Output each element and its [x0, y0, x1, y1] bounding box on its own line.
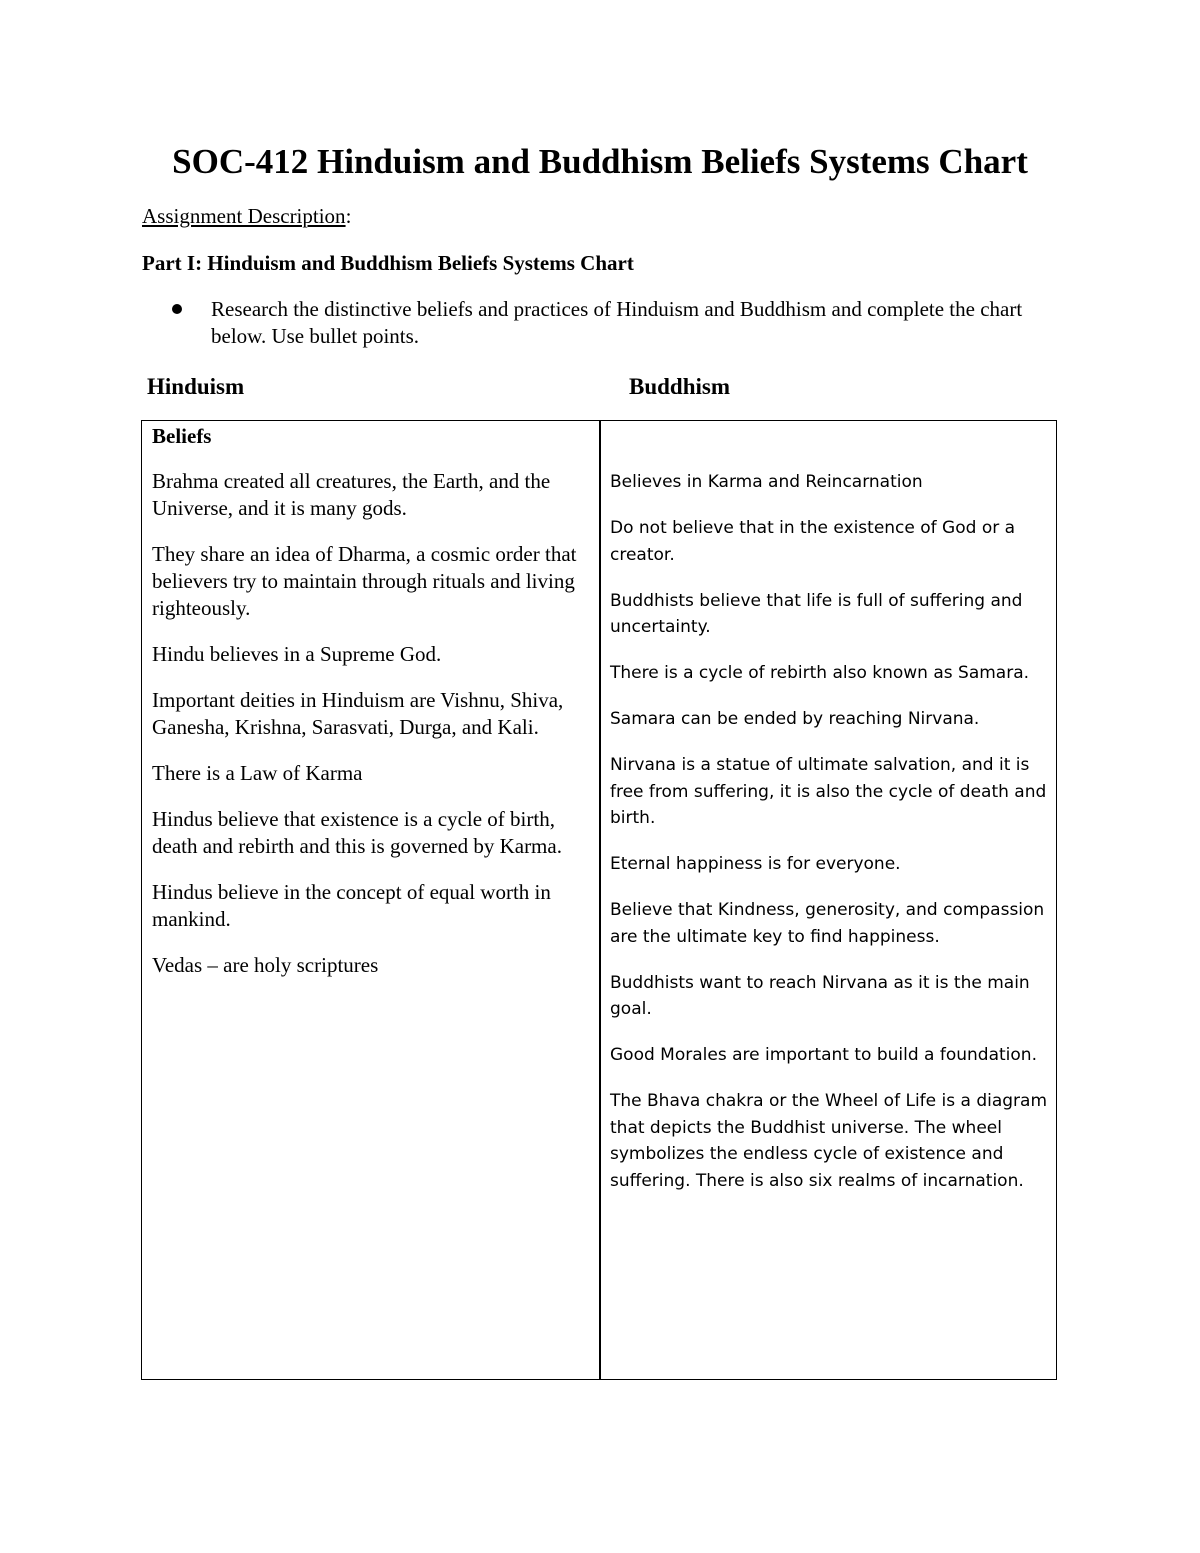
hinduism-item: Hindus believe that existence is a cycle of birth, death and rebirth and this is governed by Karma. — [152, 807, 562, 858]
hinduism-item: Vedas – are holy scriptures — [152, 953, 379, 977]
part-heading: Part I: Hinduism and Buddhism Beliefs Systems Chart — [142, 251, 634, 275]
hinduism-cell — [152, 423, 592, 998]
column-divider — [599, 421, 601, 1379]
hinduism-item: Hindu believes in a Supreme God. — [152, 642, 442, 666]
assignment-description-text: Assignment Description — [142, 204, 346, 228]
buddhism-item: Nirvana is a statue of ultimate salvation, and it is free from suffering, it is also the cycle of death and birth. — [610, 755, 1047, 828]
beliefs-chart-table — [141, 420, 1057, 1380]
beliefs-label: Beliefs — [152, 424, 212, 448]
hinduism-item: There is a Law of Karma — [152, 761, 363, 785]
bullet-icon — [172, 304, 182, 314]
buddhism-item: Believe that Kindness, generosity, and compassion are the ultimate key to find happiness. — [610, 900, 1045, 947]
buddhism-item: Buddhists want to reach Nirvana as it is the main goal. — [610, 972, 1030, 1019]
hinduism-item: They share an idea of Dharma, a cosmic order that believers try to maintain through rituals and living righteously. — [152, 542, 577, 620]
buddhism-cell — [610, 469, 1050, 1214]
hinduism-item: Brahma created all creatures, the Earth, and the Universe, and it is many gods. — [152, 469, 551, 520]
buddhism-item: Buddhists believe that life is full of suffering and uncertainty. — [610, 590, 1023, 637]
buddhism-item: There is a cycle of rebirth also known as Samara. — [610, 663, 1030, 683]
buddhism-item: Believes in Karma and Reincarnation — [610, 472, 923, 492]
document-title: SOC-412 Hinduism and Buddhism Beliefs Systems Chart — [172, 142, 1028, 181]
buddhism-item: Good Morales are important to build a foundation. — [610, 1045, 1037, 1065]
hinduism-item: Hindus believe in the concept of equal worth in mankind. — [152, 880, 551, 931]
hinduism-item: Important deities in Hinduism are Vishnu, Shiva, Ganesha, Krishna, Sarasvati, Durga, and Kali. — [152, 688, 564, 739]
instruction-text: Research the distinctive beliefs and practices of Hinduism and Buddhism and complete the chart below. Use bullet points. — [211, 297, 1023, 348]
buddhism-item: Eternal happiness is for everyone. — [610, 854, 901, 874]
buddhism-column-header: Buddhism — [629, 374, 731, 399]
buddhism-item: Do not believe that in the existence of God or a creator. — [610, 518, 1016, 565]
buddhism-item: Samara can be ended by reaching Nirvana. — [610, 709, 980, 729]
assignment-description-label — [142, 202, 351, 230]
buddhism-item: The Bhava chakra or the Wheel of Life is a diagram that depicts the Buddhist universe. The wheel symbolizes the endless cycle of existence and suffering. There is also six realms of incarnation. — [610, 1091, 1048, 1191]
hinduism-column-header: Hinduism — [147, 374, 245, 399]
assignment-description-colon: : — [345, 204, 352, 228]
